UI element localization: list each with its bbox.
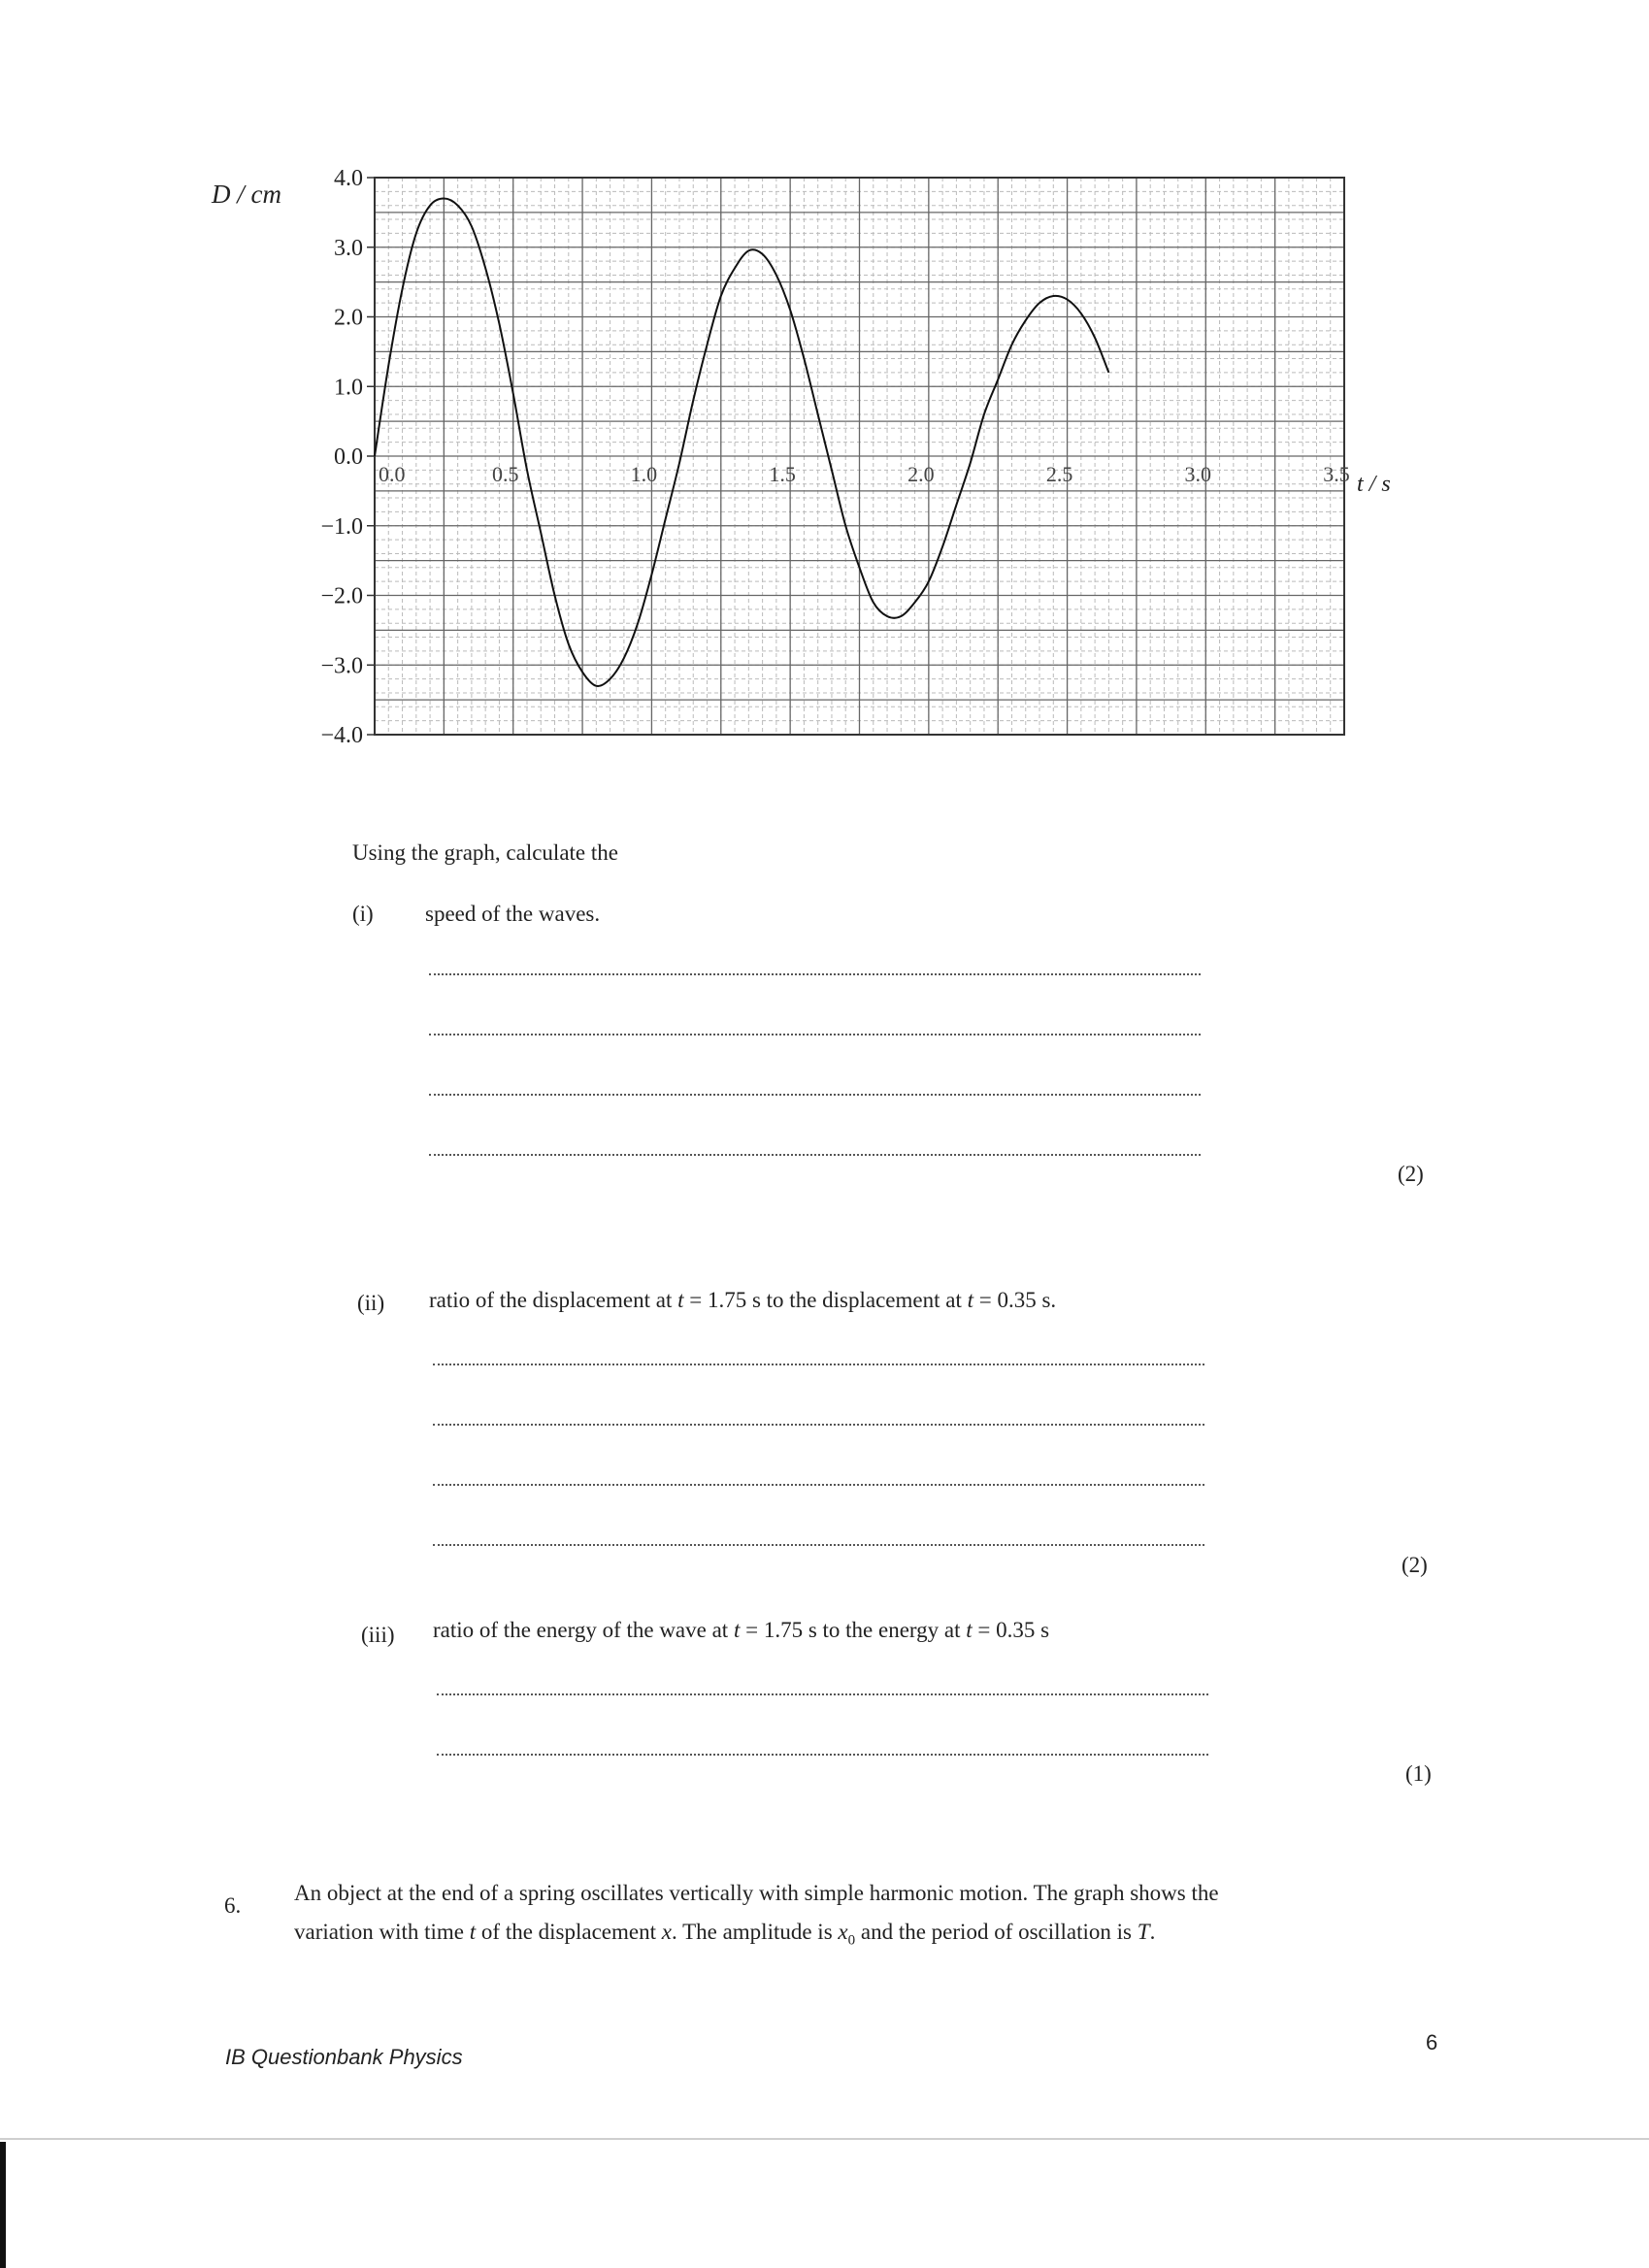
footer-title: IB Questionbank Physics <box>225 2045 463 2069</box>
answer-line[interactable] <box>429 1094 1201 1096</box>
answer-line[interactable] <box>433 1484 1204 1486</box>
x-tick-label: 2.0 <box>907 462 935 486</box>
y-tick-label: −4.0 <box>320 723 363 748</box>
answer-line[interactable] <box>433 1544 1204 1546</box>
answer-line[interactable] <box>437 1754 1208 1756</box>
x-axis-label: t / s <box>1357 472 1391 497</box>
answer-line[interactable] <box>437 1693 1208 1695</box>
y-tick-label: 3.0 <box>334 235 363 261</box>
x-tick-label: 0.5 <box>491 462 519 486</box>
displacement-time-graph <box>0 0 1649 776</box>
y-tick-label: 0.0 <box>334 444 363 470</box>
y-tick-label: −3.0 <box>320 653 363 679</box>
scan-edge-line <box>0 2138 1649 2140</box>
y-tick-label: −2.0 <box>320 583 363 609</box>
y-tick-label: −1.0 <box>320 513 363 540</box>
x-tick-label: 1.0 <box>630 462 658 486</box>
scan-edge-shadow <box>0 2142 6 2268</box>
question-i-label: (i) <box>352 902 374 926</box>
y-tick-label: 1.0 <box>334 375 363 401</box>
y-axis-label: D / cm <box>212 180 281 209</box>
answer-line[interactable] <box>429 973 1201 975</box>
y-tick-label: 2.0 <box>334 305 363 331</box>
marks-i: (2) <box>1398 1162 1424 1186</box>
answer-line[interactable] <box>433 1424 1204 1426</box>
marks-ii: (2) <box>1402 1553 1428 1577</box>
y-tick-label: 4.0 <box>334 166 363 191</box>
question-ii-label: (ii) <box>357 1291 385 1315</box>
x-tick-label: 3.0 <box>1184 462 1212 486</box>
page-number: 6 <box>1426 2030 1438 2054</box>
question-i-text: speed of the waves. <box>425 902 601 926</box>
intro-text: Using the graph, calculate the <box>352 840 618 865</box>
x-tick-label: 0.0 <box>379 462 406 486</box>
question-6-line2: variation with time t of the displacement x. The amplitude is $x_0$ and the period of oscillation is T. <box>294 1920 1156 1949</box>
x-tick-label: 3.5 <box>1323 462 1350 486</box>
answer-line[interactable] <box>429 1034 1201 1035</box>
x-tick-label: 1.5 <box>769 462 796 486</box>
question-ii-text: ratio of the displacement at t = 1.75 s to the displacement at t = 0.35 s. <box>429 1288 1057 1312</box>
x-tick-label: 2.5 <box>1045 462 1073 486</box>
question-iii-text: ratio of the energy of the wave at t = 1.75 s to the energy at t = 0.35 s <box>433 1618 1050 1642</box>
question-iii-label: (iii) <box>361 1623 395 1647</box>
answer-line[interactable] <box>433 1364 1204 1365</box>
marks-iii: (1) <box>1405 1761 1432 1786</box>
question-6-line1: An object at the end of a spring oscillates vertically with simple harmonic motion. The graph shows the <box>294 1881 1219 1905</box>
answer-line[interactable] <box>429 1154 1201 1156</box>
question-6-number: 6. <box>224 1893 242 1918</box>
